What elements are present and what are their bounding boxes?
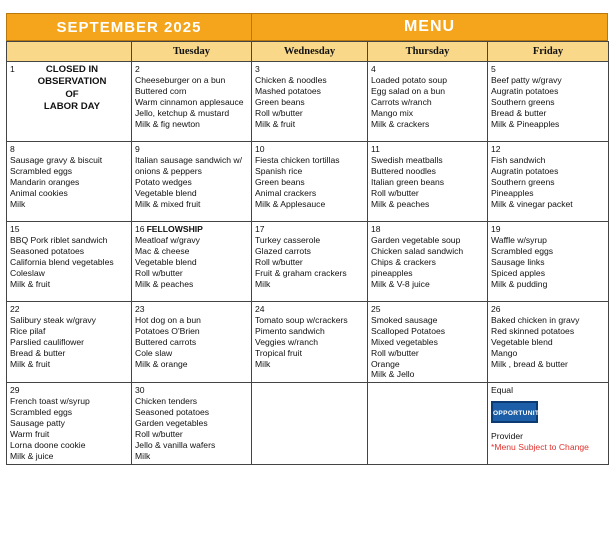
menu-item: Vegetable blend <box>135 187 197 198</box>
menu-item: Garden vegetables <box>135 418 208 429</box>
calendar-banner <box>6 13 608 41</box>
menu-item: French toast w/syrup <box>10 396 90 407</box>
day-cell <box>132 222 252 302</box>
menu-title: MENU <box>251 13 608 41</box>
menu-item: Milk & Pineapples <box>491 118 560 129</box>
day-cell <box>252 302 368 383</box>
menu-item: Milk & Jello <box>371 369 415 380</box>
menu-item: Lorna doone cookie <box>10 439 86 450</box>
month-title: SEPTEMBER 2025 <box>6 13 251 41</box>
day-cell <box>368 222 488 302</box>
menu-item: Pimento sandwich <box>255 325 325 336</box>
day-number: 9 <box>135 144 140 154</box>
day-number: 29 <box>10 385 20 396</box>
closed-notice <box>10 64 128 114</box>
menu-item: Roll w/butter <box>371 347 419 358</box>
menu-item: Garden vegetable soup <box>371 234 461 245</box>
day-cell <box>132 302 252 383</box>
day-cell <box>488 62 609 142</box>
menu-calendar <box>6 13 608 465</box>
menu-item: Smoked sausage <box>371 314 438 325</box>
menu-item: Scrambled eggs <box>491 245 554 256</box>
weekday-header-row <box>7 42 609 62</box>
menu-item: Sausage links <box>491 256 545 267</box>
menu-item: Milk & fruit <box>255 118 296 129</box>
day-number: 10 <box>255 144 265 154</box>
menu-item: Sausage patty <box>10 418 65 429</box>
weekday-header-friday: Friday <box>488 42 609 62</box>
menu-item: Bread & butter <box>491 107 547 118</box>
menu-item: Mango <box>491 347 518 358</box>
closed-notice-line: OBSERVATION <box>37 76 107 88</box>
menu-item: Milk & fruit <box>10 358 51 369</box>
provider-label: Provider <box>491 431 523 442</box>
menu-item: Milk & fruit <box>10 278 51 289</box>
menu-item: Chicken tenders <box>135 396 198 407</box>
menu-item: Bread & butter <box>10 347 66 358</box>
menu-grid <box>6 41 609 465</box>
menu-item: Milk & V-8 juice <box>371 278 430 289</box>
menu-item: Milk <box>255 278 271 289</box>
menu-item: Tropical fruit <box>255 347 302 358</box>
day-cell <box>252 142 368 222</box>
day-number: 24 <box>255 304 265 314</box>
menu-item: Mandarin oranges <box>10 176 80 187</box>
menu-item: Italian green beans <box>371 176 445 187</box>
menu-item: Rice pilaf <box>10 325 46 336</box>
menu-item: Warm cinnamon applesauce <box>135 96 244 107</box>
menu-item: Jello, ketchup & mustard <box>135 107 230 118</box>
menu-item: Hot dog on a bun <box>135 314 201 325</box>
day-number: 15 <box>10 224 20 234</box>
day-cell <box>368 142 488 222</box>
menu-item: Italian sausage sandwich w/ <box>135 154 243 165</box>
menu-item: Mixed vegetables <box>371 336 438 347</box>
menu-item: Scrambled eggs <box>10 165 73 176</box>
menu-item: Red skinned potatoes <box>491 325 575 336</box>
menu-item: Fiesta chicken tortillas <box>255 154 340 165</box>
day-cell <box>488 222 609 302</box>
day-cell <box>7 302 132 383</box>
day-number: 3 <box>255 64 260 74</box>
menu-item: Pineapples <box>491 187 534 198</box>
day-cell <box>7 383 132 464</box>
menu-item: Chicken & noodles <box>255 74 327 85</box>
menu-item: Seasoned potatoes <box>135 407 210 418</box>
menu-item: Cheeseburger on a bun <box>135 74 226 85</box>
menu-item: Milk & crackers <box>371 118 430 129</box>
menu-item: Buttered noodles <box>371 165 436 176</box>
menu-item: Roll w/butter <box>255 256 303 267</box>
day-cell <box>488 142 609 222</box>
closed-notice-line: OF <box>65 88 79 100</box>
day-number: 19 <box>491 224 501 234</box>
menu-item: Southern greens <box>491 176 555 187</box>
day-number: 1 <box>10 64 15 74</box>
menu-item: Roll w/butter <box>255 107 303 118</box>
day-number: 16 <box>135 224 145 234</box>
equal-label: Equal <box>491 385 513 396</box>
day-cell <box>7 142 132 222</box>
day-number: 2 <box>135 64 140 74</box>
day-cell <box>252 62 368 142</box>
menu-item: California blend vegetables <box>10 256 114 267</box>
menu-item: Tomato soup w/crackers <box>255 314 348 325</box>
menu-item: Mashed potatoes <box>255 85 321 96</box>
menu-item: Glazed carrots <box>255 245 311 256</box>
menu-item: Chicken salad sandwich <box>371 245 464 256</box>
day-number: 22 <box>10 304 20 314</box>
day-title: FELLOWSHIP <box>146 224 203 234</box>
menu-item: Baked chicken in gravy <box>491 314 580 325</box>
day-number: 8 <box>10 144 15 154</box>
week-row <box>7 222 609 302</box>
menu-item: Scrambled eggs <box>10 407 73 418</box>
menu-item: Augratin potatoes <box>491 85 559 96</box>
menu-item: Carrots w/ranch <box>371 96 432 107</box>
menu-item: Turkey casserole <box>255 234 321 245</box>
menu-change-note: *Menu Subject to Change <box>491 442 589 453</box>
menu-item: Spanish rice <box>255 165 303 176</box>
menu-item: Potato wedges <box>135 176 192 187</box>
menu-item: Milk & vinegar packet <box>491 198 573 209</box>
day-cell <box>368 383 488 464</box>
week-row <box>7 383 609 464</box>
menu-item: pineapples <box>371 267 413 278</box>
day-cell <box>132 142 252 222</box>
day-cell <box>132 62 252 142</box>
menu-item: Animal crackers <box>255 187 317 198</box>
menu-item: Milk <box>135 450 151 461</box>
day-number: 5 <box>491 64 496 74</box>
menu-item: Beef patty w/gravy <box>491 74 562 85</box>
menu-item: Augratin potatoes <box>491 165 559 176</box>
menu-item: Milk & juice <box>10 450 54 461</box>
menu-item: onions & peppers <box>135 165 202 176</box>
menu-item: Veggies w/ranch <box>255 336 319 347</box>
menu-item: Jello & vanilla wafers <box>135 439 216 450</box>
day-number: 4 <box>371 64 376 74</box>
menu-item: Green beans <box>255 176 305 187</box>
day-cell <box>368 302 488 383</box>
menu-item: Chips & crackers <box>371 256 436 267</box>
menu-item: Egg salad on a bun <box>371 85 446 96</box>
menu-item: Meatloaf w/gravy <box>135 234 200 245</box>
weeks-body <box>7 62 609 465</box>
menu-item: Potatoes O'Brien <box>135 325 200 336</box>
menu-item: Milk & mixed fruit <box>135 198 201 209</box>
closed-notice-line: CLOSED IN <box>45 63 99 75</box>
menu-item: Parslied cauliflower <box>10 336 85 347</box>
menu-item: Vegetable blend <box>135 256 197 267</box>
menu-item: Vegetable blend <box>491 336 553 347</box>
menu-item: Milk & Applesauce <box>255 198 326 209</box>
menu-item: Coleslaw <box>10 267 45 278</box>
weekday-header-thursday: Thursday <box>368 42 488 62</box>
menu-item: Milk & peaches <box>135 278 194 289</box>
menu-item: Milk & orange <box>135 358 188 369</box>
closed-notice-line: LABOR DAY <box>43 101 101 113</box>
day-cell <box>132 383 252 464</box>
day-number: 23 <box>135 304 145 314</box>
menu-item: Milk & fig newton <box>135 118 200 129</box>
week-row <box>7 142 609 222</box>
weekday-header-tuesday: Tuesday <box>132 42 252 62</box>
menu-item: Milk , bread & butter <box>491 358 568 369</box>
menu-item: Mango mix <box>371 107 414 118</box>
day-cell <box>488 383 609 464</box>
day-number: 18 <box>371 224 381 234</box>
day-cell <box>7 62 132 142</box>
menu-item: Animal cookies <box>10 187 68 198</box>
menu-item: Milk & pudding <box>491 278 548 289</box>
day-cell <box>368 62 488 142</box>
menu-item: Sausage gravy & biscuit <box>10 154 103 165</box>
day-number: 17 <box>255 224 265 234</box>
menu-item: Warm fruit <box>10 428 50 439</box>
day-number: 11 <box>371 144 380 154</box>
day-number: 30 <box>135 385 145 396</box>
menu-item: Milk & peaches <box>371 198 430 209</box>
menu-item: Orange <box>371 358 400 369</box>
menu-item: Fruit & graham crackers <box>255 267 347 278</box>
menu-item: Cole slaw <box>135 347 173 358</box>
week-row <box>7 302 609 383</box>
day-cell <box>7 222 132 302</box>
menu-item: Scalloped Potatoes <box>371 325 446 336</box>
menu-item: Roll w/butter <box>135 428 183 439</box>
menu-item: Mac & cheese <box>135 245 190 256</box>
menu-item: Milk <box>255 358 271 369</box>
menu-item: Roll w/butter <box>371 187 419 198</box>
menu-item: Seasoned potatoes <box>10 245 85 256</box>
equal-opportunity-logo: OPPORTUNITY <box>491 401 538 423</box>
menu-item: Green beans <box>255 96 305 107</box>
day-number: 12 <box>491 144 501 154</box>
weekday-header-wednesday: Wednesday <box>252 42 368 62</box>
day-cell <box>252 383 368 464</box>
weekday-header-monday <box>7 42 132 62</box>
menu-item: Southern greens <box>491 96 555 107</box>
day-cell <box>488 302 609 383</box>
menu-item: Buttered carrots <box>135 336 197 347</box>
week-row <box>7 62 609 142</box>
day-cell <box>252 222 368 302</box>
menu-item: Milk <box>10 198 26 209</box>
menu-item: Fish sandwich <box>491 154 546 165</box>
menu-item: Spiced apples <box>491 267 545 278</box>
menu-item: Buttered corn <box>135 85 187 96</box>
menu-item: Waffle w/syrup <box>491 234 547 245</box>
day-number: 26 <box>491 304 501 314</box>
menu-item: Loaded potato soup <box>371 74 447 85</box>
menu-item: Salibury steak w/gravy <box>10 314 96 325</box>
day-number: 25 <box>371 304 381 314</box>
menu-item: Roll w/butter <box>135 267 183 278</box>
menu-item: BBQ Pork riblet sandwich <box>10 234 108 245</box>
menu-item: Swedish meatballs <box>371 154 443 165</box>
